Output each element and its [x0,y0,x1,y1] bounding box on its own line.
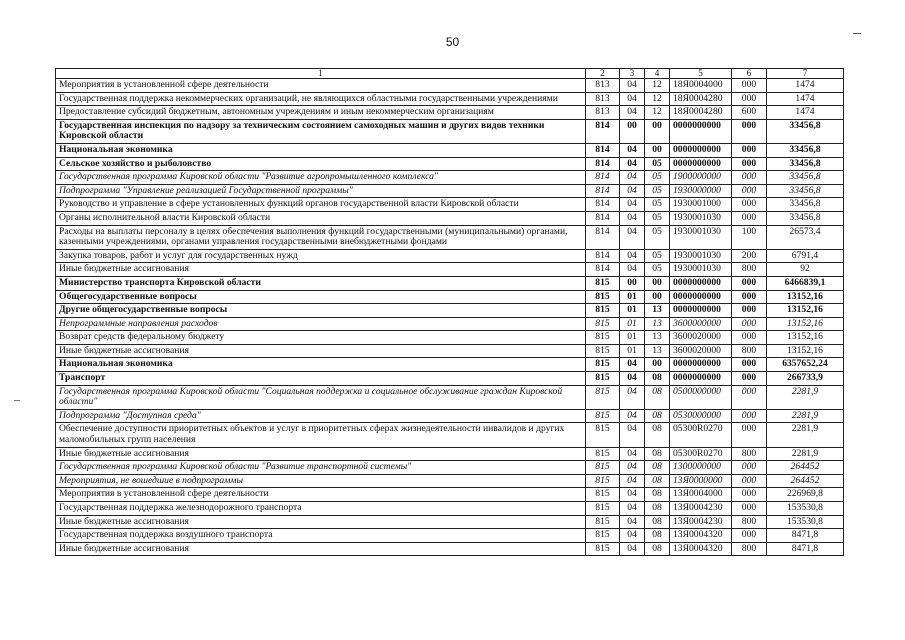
row-name: Предоставление субсидий бюджетным, автономным учреждениям и иным некоммерческим организациям [56,106,586,120]
target-article-code: 3600020000 [670,331,732,345]
subsection-code: 05 [645,249,670,263]
expense-type-code: 800 [732,263,767,277]
row-name: Иные бюджетные ассигнования [56,447,586,461]
header-cell: 5 [670,69,732,79]
header-cell: 3 [620,69,645,79]
table-row [56,317,844,331]
section-code: 04 [620,143,645,157]
subsection-code: 05 [645,225,670,249]
subsection-code: 08 [645,542,670,556]
row-name: Иные бюджетные ассигнования [56,263,586,277]
section-code: 04 [620,225,645,249]
amount: 6466839,1 [767,276,844,290]
section-code: 04 [620,409,645,423]
table-row [56,358,844,372]
row-name: Органы исполнительной власти Кировской области [56,211,586,225]
row-name: Мероприятия в установленной сфере деятельности [56,488,586,502]
table-row [56,461,844,475]
amount: 26573,4 [767,225,844,249]
margin-mark [14,400,20,401]
expense-type-code: 200 [732,249,767,263]
row-name: Подпрограмма "Управление реализацией Государственной программы" [56,184,586,198]
table-row [56,447,844,461]
subsection-code: 05 [645,184,670,198]
corner-dash [853,33,861,34]
dept-code: 815 [586,474,620,488]
header-cell: 2 [586,69,620,79]
target-article-code: 1930001030 [670,263,732,277]
section-code: 04 [620,385,645,409]
section-code: 04 [620,474,645,488]
target-article-code: 1930001030 [670,225,732,249]
amount: 13152,16 [767,331,844,345]
dept-code: 813 [586,92,620,106]
section-code: 04 [620,198,645,212]
subsection-code: 05 [645,263,670,277]
row-name: Государственная инспекция по надзору за техническим состоянием самоходных машин и других видов техники Кировской области [56,119,586,143]
table-row [56,331,844,345]
amount: 264452 [767,474,844,488]
expense-type-code: 000 [732,198,767,212]
expense-type-code: 800 [732,447,767,461]
amount: 226969,8 [767,488,844,502]
section-code: 04 [620,263,645,277]
expense-type-code: 000 [732,304,767,318]
subsection-code: 05 [645,198,670,212]
amount: 13152,16 [767,290,844,304]
subsection-code: 00 [645,290,670,304]
dept-code: 815 [586,542,620,556]
target-article-code: 0500000000 [670,385,732,409]
dept-code: 815 [586,331,620,345]
header-cell: 7 [767,69,844,79]
row-name: Мероприятия в установленной сфере деятельности [56,79,586,93]
section-code: 04 [620,372,645,386]
header-cell: 6 [732,69,767,79]
amount: 33456,8 [767,198,844,212]
row-name: Другие общегосударственные вопросы [56,304,586,318]
dept-code: 815 [586,385,620,409]
target-article-code: 1930001000 [670,198,732,212]
row-name: Иные бюджетные ассигнования [56,344,586,358]
amount: 2281,9 [767,409,844,423]
target-article-code: 1930001030 [670,249,732,263]
expense-type-code: 000 [732,119,767,143]
target-article-code: 3600000000 [670,317,732,331]
row-name: Государственная программа Кировской области "Социальная поддержка и социальное обслуживание граждан Кировской области" [56,385,586,409]
amount: 13152,16 [767,344,844,358]
table-row [56,171,844,185]
dept-code: 815 [586,502,620,516]
header-cell: 1 [56,69,586,79]
amount: 1474 [767,106,844,120]
dept-code: 814 [586,171,620,185]
page-number: 50 [445,35,460,49]
row-name: Министерство транспорта Кировской области [56,276,586,290]
row-name: Непрограммные направления расходов [56,317,586,331]
expense-type-code: 000 [732,79,767,93]
subsection-code: 05 [645,157,670,171]
amount: 1474 [767,79,844,93]
expense-type-code: 800 [732,515,767,529]
table-row [56,409,844,423]
expense-type-code: 000 [732,317,767,331]
target-article-code: 05300R0270 [670,447,732,461]
subsection-code: 00 [645,276,670,290]
dept-code: 815 [586,317,620,331]
amount: 2281,9 [767,447,844,461]
table-row [56,198,844,212]
table-row [56,143,844,157]
target-article-code: 05300R0270 [670,423,732,447]
row-name: Подпрограмма "Доступная среда" [56,409,586,423]
row-name: Обеспечение доступности приоритетных объектов и услуг в приоритетных сферах жизнедеятельности инвалидов и других маломобильных групп населения [56,423,586,447]
dept-code: 815 [586,461,620,475]
amount: 6791,4 [767,249,844,263]
section-code: 01 [620,290,645,304]
target-article-code: 0000000000 [670,372,732,386]
target-article-code: 13Я0004230 [670,515,732,529]
amount: 8471,8 [767,542,844,556]
section-code: 04 [620,106,645,120]
row-name: Сельское хозяйство и рыболовство [56,157,586,171]
row-name: Мероприятия, не вошедшие в подпрограммы [56,474,586,488]
expense-type-code: 000 [732,474,767,488]
subsection-code: 08 [645,515,670,529]
dept-code: 813 [586,79,620,93]
table-row [56,423,844,447]
expense-type-code: 000 [732,171,767,185]
section-code: 04 [620,423,645,447]
subsection-code: 12 [645,92,670,106]
row-name: Национальная экономика [56,358,586,372]
subsection-code: 05 [645,211,670,225]
table-row [56,385,844,409]
expense-type-code: 100 [732,225,767,249]
subsection-code: 08 [645,502,670,516]
target-article-code: 0000000000 [670,143,732,157]
section-code: 01 [620,317,645,331]
amount: 13152,16 [767,317,844,331]
amount: 33456,8 [767,184,844,198]
target-article-code: 1900000000 [670,171,732,185]
dept-code: 815 [586,488,620,502]
section-code: 04 [620,358,645,372]
dept-code: 815 [586,290,620,304]
target-article-code: 18Я0004000 [670,79,732,93]
section-code: 04 [620,529,645,543]
table-row [56,119,844,143]
table-row [56,290,844,304]
table-row [56,184,844,198]
dept-code: 814 [586,263,620,277]
dept-code: 815 [586,515,620,529]
dept-code: 815 [586,372,620,386]
amount: 13152,16 [767,304,844,318]
target-article-code: 0000000000 [670,157,732,171]
amount: 8471,8 [767,529,844,543]
dept-code: 814 [586,184,620,198]
table-row [56,211,844,225]
expense-type-code: 000 [732,372,767,386]
table-row [56,79,844,93]
table-row [56,529,844,543]
target-article-code: 18Я0004280 [670,92,732,106]
section-code: 04 [620,92,645,106]
target-article-code: 0000000000 [670,119,732,143]
section-code: 00 [620,276,645,290]
section-code: 00 [620,119,645,143]
dept-code: 815 [586,423,620,447]
dept-code: 814 [586,249,620,263]
dept-code: 815 [586,409,620,423]
subsection-code: 00 [645,119,670,143]
expense-type-code: 000 [732,143,767,157]
dept-code: 815 [586,358,620,372]
expense-type-code: 000 [732,409,767,423]
expense-type-code: 800 [732,542,767,556]
expense-type-code: 800 [732,344,767,358]
table-row [56,474,844,488]
section-code: 01 [620,304,645,318]
subsection-code: 08 [645,372,670,386]
section-code: 04 [620,157,645,171]
subsection-code: 08 [645,529,670,543]
section-code: 04 [620,515,645,529]
budget-table [55,68,844,556]
subsection-code: 13 [645,344,670,358]
table-header-row [56,69,844,79]
amount: 1474 [767,92,844,106]
table-row [56,515,844,529]
table-row [56,263,844,277]
amount: 153530,8 [767,502,844,516]
target-article-code: 0000000000 [670,290,732,304]
section-code: 04 [620,542,645,556]
subsection-code: 08 [645,409,670,423]
subsection-code: 13 [645,317,670,331]
table-row [56,276,844,290]
subsection-code: 12 [645,79,670,93]
subsection-code: 08 [645,447,670,461]
expense-type-code: 000 [732,290,767,304]
section-code: 04 [620,502,645,516]
subsection-code: 00 [645,358,670,372]
expense-type-code: 000 [732,461,767,475]
row-name: Расходы на выплаты персоналу в целях обеспечения выполнения функций государственными (муниципальными) органами, казенными учреждениями, органами управления государственными внебюджетными фондами [56,225,586,249]
target-article-code: 0000000000 [670,304,732,318]
table-row [56,344,844,358]
section-code: 04 [620,249,645,263]
target-article-code: 0530000000 [670,409,732,423]
row-name: Государственная программа Кировской области "Развитие транспортной системы" [56,461,586,475]
dept-code: 814 [586,157,620,171]
table-row [56,304,844,318]
expense-type-code: 000 [732,423,767,447]
expense-type-code: 000 [732,331,767,345]
dept-code: 815 [586,529,620,543]
dept-code: 814 [586,198,620,212]
amount: 264452 [767,461,844,475]
amount: 6357652,24 [767,358,844,372]
target-article-code: 18Я0004280 [670,106,732,120]
amount: 33456,8 [767,143,844,157]
target-article-code: 13Я0004230 [670,502,732,516]
subsection-code: 08 [645,423,670,447]
row-name: Государственная поддержка некоммерческих организаций, не являющихся областными государственными учреждениями [56,92,586,106]
amount: 266733,9 [767,372,844,386]
expense-type-code: 000 [732,211,767,225]
amount: 153530,8 [767,515,844,529]
header-cell: 4 [645,69,670,79]
expense-type-code: 000 [732,157,767,171]
amount: 33456,8 [767,211,844,225]
amount: 33456,8 [767,171,844,185]
expense-type-code: 000 [732,385,767,409]
row-name: Иные бюджетные ассигнования [56,515,586,529]
dept-code: 814 [586,119,620,143]
section-code: 04 [620,184,645,198]
subsection-code: 08 [645,474,670,488]
dept-code: 815 [586,304,620,318]
expense-type-code: 000 [732,502,767,516]
target-article-code: 13Я0004320 [670,542,732,556]
amount: 2281,9 [767,385,844,409]
section-code: 04 [620,447,645,461]
table-row [56,372,844,386]
expense-type-code: 000 [732,488,767,502]
subsection-code: 05 [645,171,670,185]
dept-code: 814 [586,143,620,157]
target-article-code: 1930000000 [670,184,732,198]
subsection-code: 08 [645,488,670,502]
target-article-code: 13Я0004320 [670,529,732,543]
row-name: Государственная поддержка железнодорожного транспорта [56,502,586,516]
row-name: Иные бюджетные ассигнования [56,542,586,556]
target-article-code: 1300000000 [670,461,732,475]
section-code: 04 [620,211,645,225]
section-code: 01 [620,344,645,358]
amount: 92 [767,263,844,277]
dept-code: 815 [586,447,620,461]
row-name: Государственная программа Кировской области "Развитие агропромышленного комплекса" [56,171,586,185]
table-row [56,542,844,556]
table-row [56,157,844,171]
section-code: 01 [620,331,645,345]
table-row [56,225,844,249]
row-name: Транспорт [56,372,586,386]
section-code: 04 [620,461,645,475]
target-article-code: 1930001030 [670,211,732,225]
dept-code: 814 [586,225,620,249]
expense-type-code: 000 [732,358,767,372]
subsection-code: 12 [645,106,670,120]
subsection-code: 13 [645,331,670,345]
subsection-code: 08 [645,385,670,409]
expense-type-code: 000 [732,276,767,290]
dept-code: 815 [586,344,620,358]
target-article-code: 13Я0000000 [670,474,732,488]
target-article-code: 13Я0004000 [670,488,732,502]
expense-type-code: 000 [732,92,767,106]
dept-code: 815 [586,276,620,290]
table-row [56,106,844,120]
amount: 2281,9 [767,423,844,447]
target-article-code: 0000000000 [670,358,732,372]
row-name: Руководство и управление в сфере установленных функций органов государственной власти Кировской области [56,198,586,212]
amount: 33456,8 [767,157,844,171]
row-name: Возврат средств федеральному бюджету [56,331,586,345]
row-name: Закупка товаров, работ и услуг для государственных нужд [56,249,586,263]
subsection-code: 08 [645,461,670,475]
table-row [56,488,844,502]
row-name: Общегосударственные вопросы [56,290,586,304]
amount: 33456,8 [767,119,844,143]
table-row [56,92,844,106]
expense-type-code: 000 [732,184,767,198]
expense-type-code: 000 [732,529,767,543]
section-code: 04 [620,171,645,185]
target-article-code: 3600020000 [670,344,732,358]
dept-code: 814 [586,211,620,225]
dept-code: 813 [586,106,620,120]
row-name: Национальная экономика [56,143,586,157]
table-row [56,249,844,263]
subsection-code: 00 [645,143,670,157]
table-row [56,502,844,516]
subsection-code: 13 [645,304,670,318]
section-code: 04 [620,79,645,93]
target-article-code: 0000000000 [670,276,732,290]
expense-type-code: 600 [732,106,767,120]
section-code: 04 [620,488,645,502]
row-name: Государственная поддержка воздушного транспорта [56,529,586,543]
